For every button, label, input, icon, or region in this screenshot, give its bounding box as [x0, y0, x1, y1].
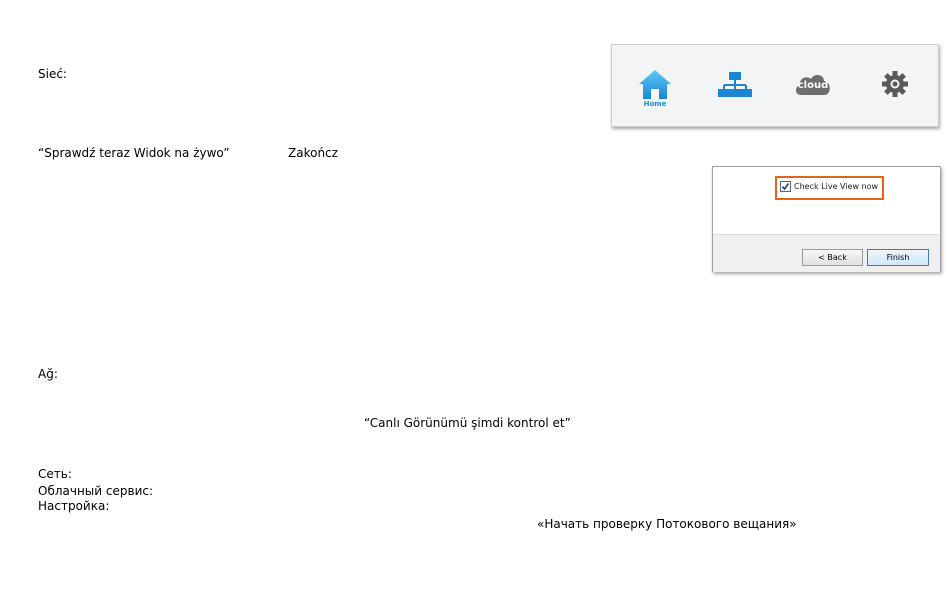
setup-wizard-dialog: [712, 166, 941, 272]
check-live-view-checkbox[interactable]: [780, 181, 791, 192]
navigation-toolbar: [611, 44, 939, 127]
ru-network-label: Сеть:: [38, 467, 72, 481]
tr-network-label: Ağ:: [38, 367, 58, 381]
ru-cloud-label: Облачный сервис:: [38, 484, 154, 498]
toolbar-network-button[interactable]: [715, 67, 755, 111]
checkmark-icon: [781, 182, 790, 191]
dialog-footer: [713, 234, 940, 272]
pl-check-live-view-text: “Sprawdź teraz Widok na żywo”: [38, 146, 230, 160]
toolbar-cloud-button[interactable]: [793, 67, 833, 111]
toolbar-cloud-text: cloud: [797, 80, 829, 91]
network-icon: [715, 67, 755, 101]
home-icon: [635, 67, 675, 101]
toolbar-home-label: Home: [643, 100, 667, 108]
pl-finish-text: Zakończ: [288, 146, 338, 160]
back-button[interactable]: < Back: [802, 249, 863, 266]
ru-settings-label: Настройка:: [38, 499, 110, 513]
check-live-view-label[interactable]: Check Live View now: [794, 182, 879, 191]
ru-check-stream-text: «Начать проверку Потокового вещания»: [537, 517, 797, 531]
tr-check-live-view-text: “Canlı Görünümü şimdi kontrol et”: [364, 416, 571, 430]
gear-icon: [875, 67, 915, 101]
toolbar-home-button[interactable]: [635, 67, 675, 111]
toolbar-settings-button[interactable]: [875, 67, 915, 111]
finish-button[interactable]: Finish: [867, 249, 929, 266]
pl-network-label: Sieć:: [38, 67, 67, 81]
